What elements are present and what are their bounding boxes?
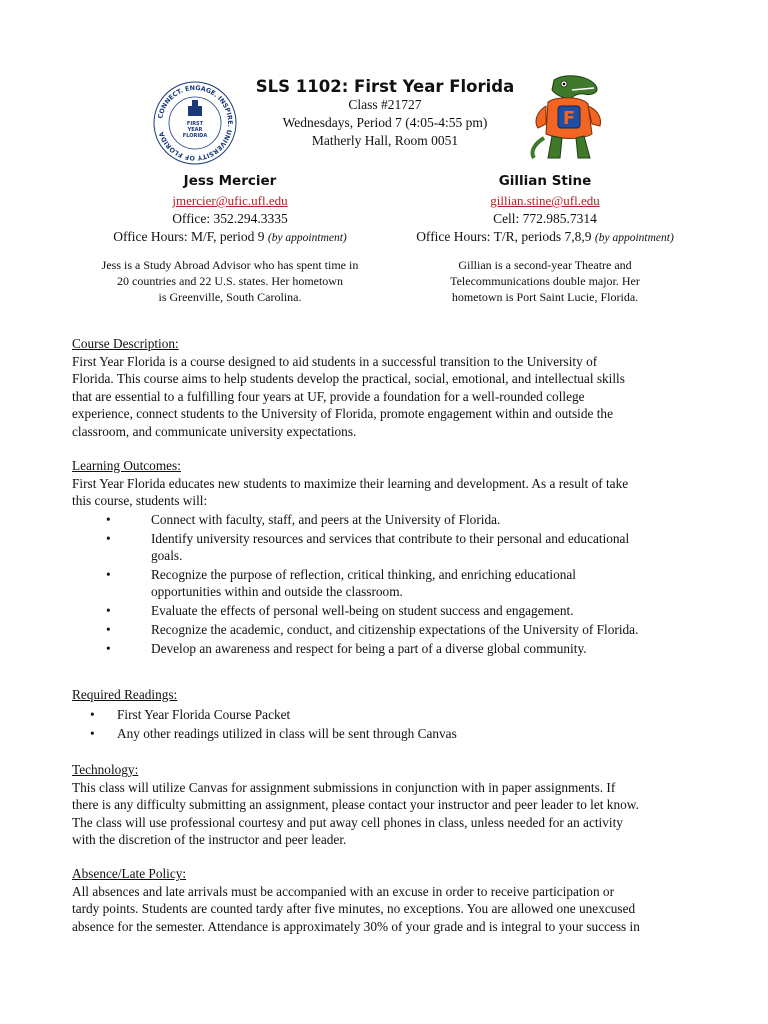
paragraph-line: All absences and late arrivals must be accompanied with an excuse in order to receive participation or xyxy=(72,883,615,899)
first-year-florida-seal-logo xyxy=(152,80,238,166)
section-heading: Required Readings: xyxy=(72,687,178,702)
section-heading: Course Description: xyxy=(72,336,179,351)
svg-text:YEAR: YEAR xyxy=(187,127,203,133)
svg-text:CONNECT. ENGAGE. INSPIRE. UNIV: CONNECT. ENGAGE. INSPIRE. UNIVERSITY OF FLORIDA xyxy=(156,83,235,163)
course-title: SLS 1102: First Year Florida xyxy=(255,77,515,96)
bullet-icon: • xyxy=(90,726,95,741)
bio-line: Gillian is a second-year Theatre and xyxy=(458,258,632,272)
paragraph-line: absence for the semester. Attendance is approximately 30% of your grade and is integral to your success in xyxy=(72,918,640,934)
bio-line: Telecommunications double major. Her xyxy=(450,274,640,288)
class-number: Class #21727 xyxy=(348,97,422,112)
instructor-email-link[interactable]: jmercier@ufic.ufl.edu xyxy=(172,193,288,208)
list-item: Develop an awareness and respect for being a part of a diverse global community. xyxy=(151,641,587,656)
svg-text:FIRST: FIRST xyxy=(186,121,204,127)
section-heading: Learning Outcomes: xyxy=(72,458,181,473)
paragraph-line: that are essential to a fulfilling four years at UF, provide a foundation for a well-rounded college xyxy=(72,388,585,404)
bullet-icon: • xyxy=(106,512,111,527)
instructor-email-link[interactable]: gillian.stine@ufl.edu xyxy=(490,193,600,208)
instructor-gillian xyxy=(385,173,705,305)
list-item-continued: goals. xyxy=(151,548,183,563)
instructor-phone: Office: 352.294.3335 xyxy=(172,211,288,226)
mascot-f-letter: F xyxy=(562,108,576,129)
paragraph-line: First Year Florida is a course designed to aid students in a successful transition to the University of xyxy=(72,353,598,369)
reading-item: First Year Florida Course Packet xyxy=(117,707,291,722)
paragraph-line: there is any difficulty submitting an assignment, please contact your instructor and peer leader to let know. xyxy=(72,797,639,813)
technology-section xyxy=(72,761,692,849)
paragraph-line: First Year Florida educates new students to maximize their learning and development. As a result of take xyxy=(72,475,629,491)
office-hours: Office Hours: T/R, periods 7,8,9 xyxy=(416,228,592,244)
list-item: Evaluate the effects of personal well-being on student success and engagement. xyxy=(151,603,574,618)
bio-line: Jess is a Study Abroad Advisor who has spent time in xyxy=(101,258,359,272)
paragraph-line: Florida. This course aims to help students develop the practical, social, emotional, and intellectual skills xyxy=(72,371,625,387)
list-item: Connect with faculty, staff, and peers at the University of Florida. xyxy=(151,512,501,527)
required-readings-section xyxy=(72,686,692,704)
instructor-jess xyxy=(70,173,390,305)
course-description-section xyxy=(72,335,692,441)
class-location: Matherly Hall, Room 0051 xyxy=(311,133,459,148)
svg-text:FLORIDA: FLORIDA xyxy=(182,133,208,139)
learning-outcomes-section xyxy=(72,457,692,510)
bio-line: is Greenville, South Carolina. xyxy=(158,290,302,304)
bullet-icon: • xyxy=(90,707,95,722)
bio-line: hometown is Port Saint Lucie, Florida. xyxy=(451,290,639,304)
instructor-name: Jess Mercier xyxy=(183,173,277,189)
bullet-icon: • xyxy=(106,567,111,582)
list-item: Recognize the purpose of reflection, critical thinking, and enriching educational xyxy=(151,567,576,582)
list-item: Identify university resources and services that contribute to their personal and educational xyxy=(151,531,630,546)
absence-policy-section xyxy=(72,865,692,935)
list-item: Recognize the academic, conduct, and citizenship expectations of the University of Florida. xyxy=(151,622,639,637)
section-heading: Technology: xyxy=(72,762,139,777)
instructor-phone: Cell: 772.985.7314 xyxy=(493,211,597,226)
class-schedule: Wednesdays, Period 7 (4:05-4:55 pm) xyxy=(282,115,488,130)
reading-item: Any other readings utilized in class will be sent through Canvas xyxy=(117,726,457,741)
paragraph-line: This class will utilize Canvas for assignment submissions in conjunction with in paper assignments. If xyxy=(72,779,616,795)
bullet-icon: • xyxy=(106,641,111,656)
instructor-name: Gillian Stine xyxy=(498,173,592,189)
bullet-icon: • xyxy=(106,531,111,546)
list-item-continued: opportunities within and outside the classroom. xyxy=(151,584,403,599)
office-hours: Office Hours: M/F, period 9 xyxy=(113,228,265,244)
bio-line: 20 countries and 22 U.S. states. Her hometown xyxy=(117,274,343,288)
bullet-icon: • xyxy=(106,603,111,618)
paragraph-line: tardy points. Students are counted tardy after five minutes, no exceptions. You are allowed one unexcused xyxy=(72,901,636,917)
office-hours-note: (by appointment) xyxy=(594,231,674,244)
paragraph-line: experience, connect students to the University of Florida, promote engagement within and outside the xyxy=(72,406,613,422)
paragraph-line: classroom, and communicate university expectations. xyxy=(72,423,357,439)
section-heading: Absence/Late Policy: xyxy=(72,866,187,881)
bullet-icon: • xyxy=(106,622,111,637)
paragraph-line: with the discretion of the instructor and peer leader. xyxy=(72,832,347,848)
paragraph-line: this course, students will: xyxy=(72,493,208,509)
paragraph-line: The class will use professional courtesy and put away cell phones in class, unless needed for an activity xyxy=(72,814,623,830)
office-hours-note: (by appointment) xyxy=(267,231,347,244)
